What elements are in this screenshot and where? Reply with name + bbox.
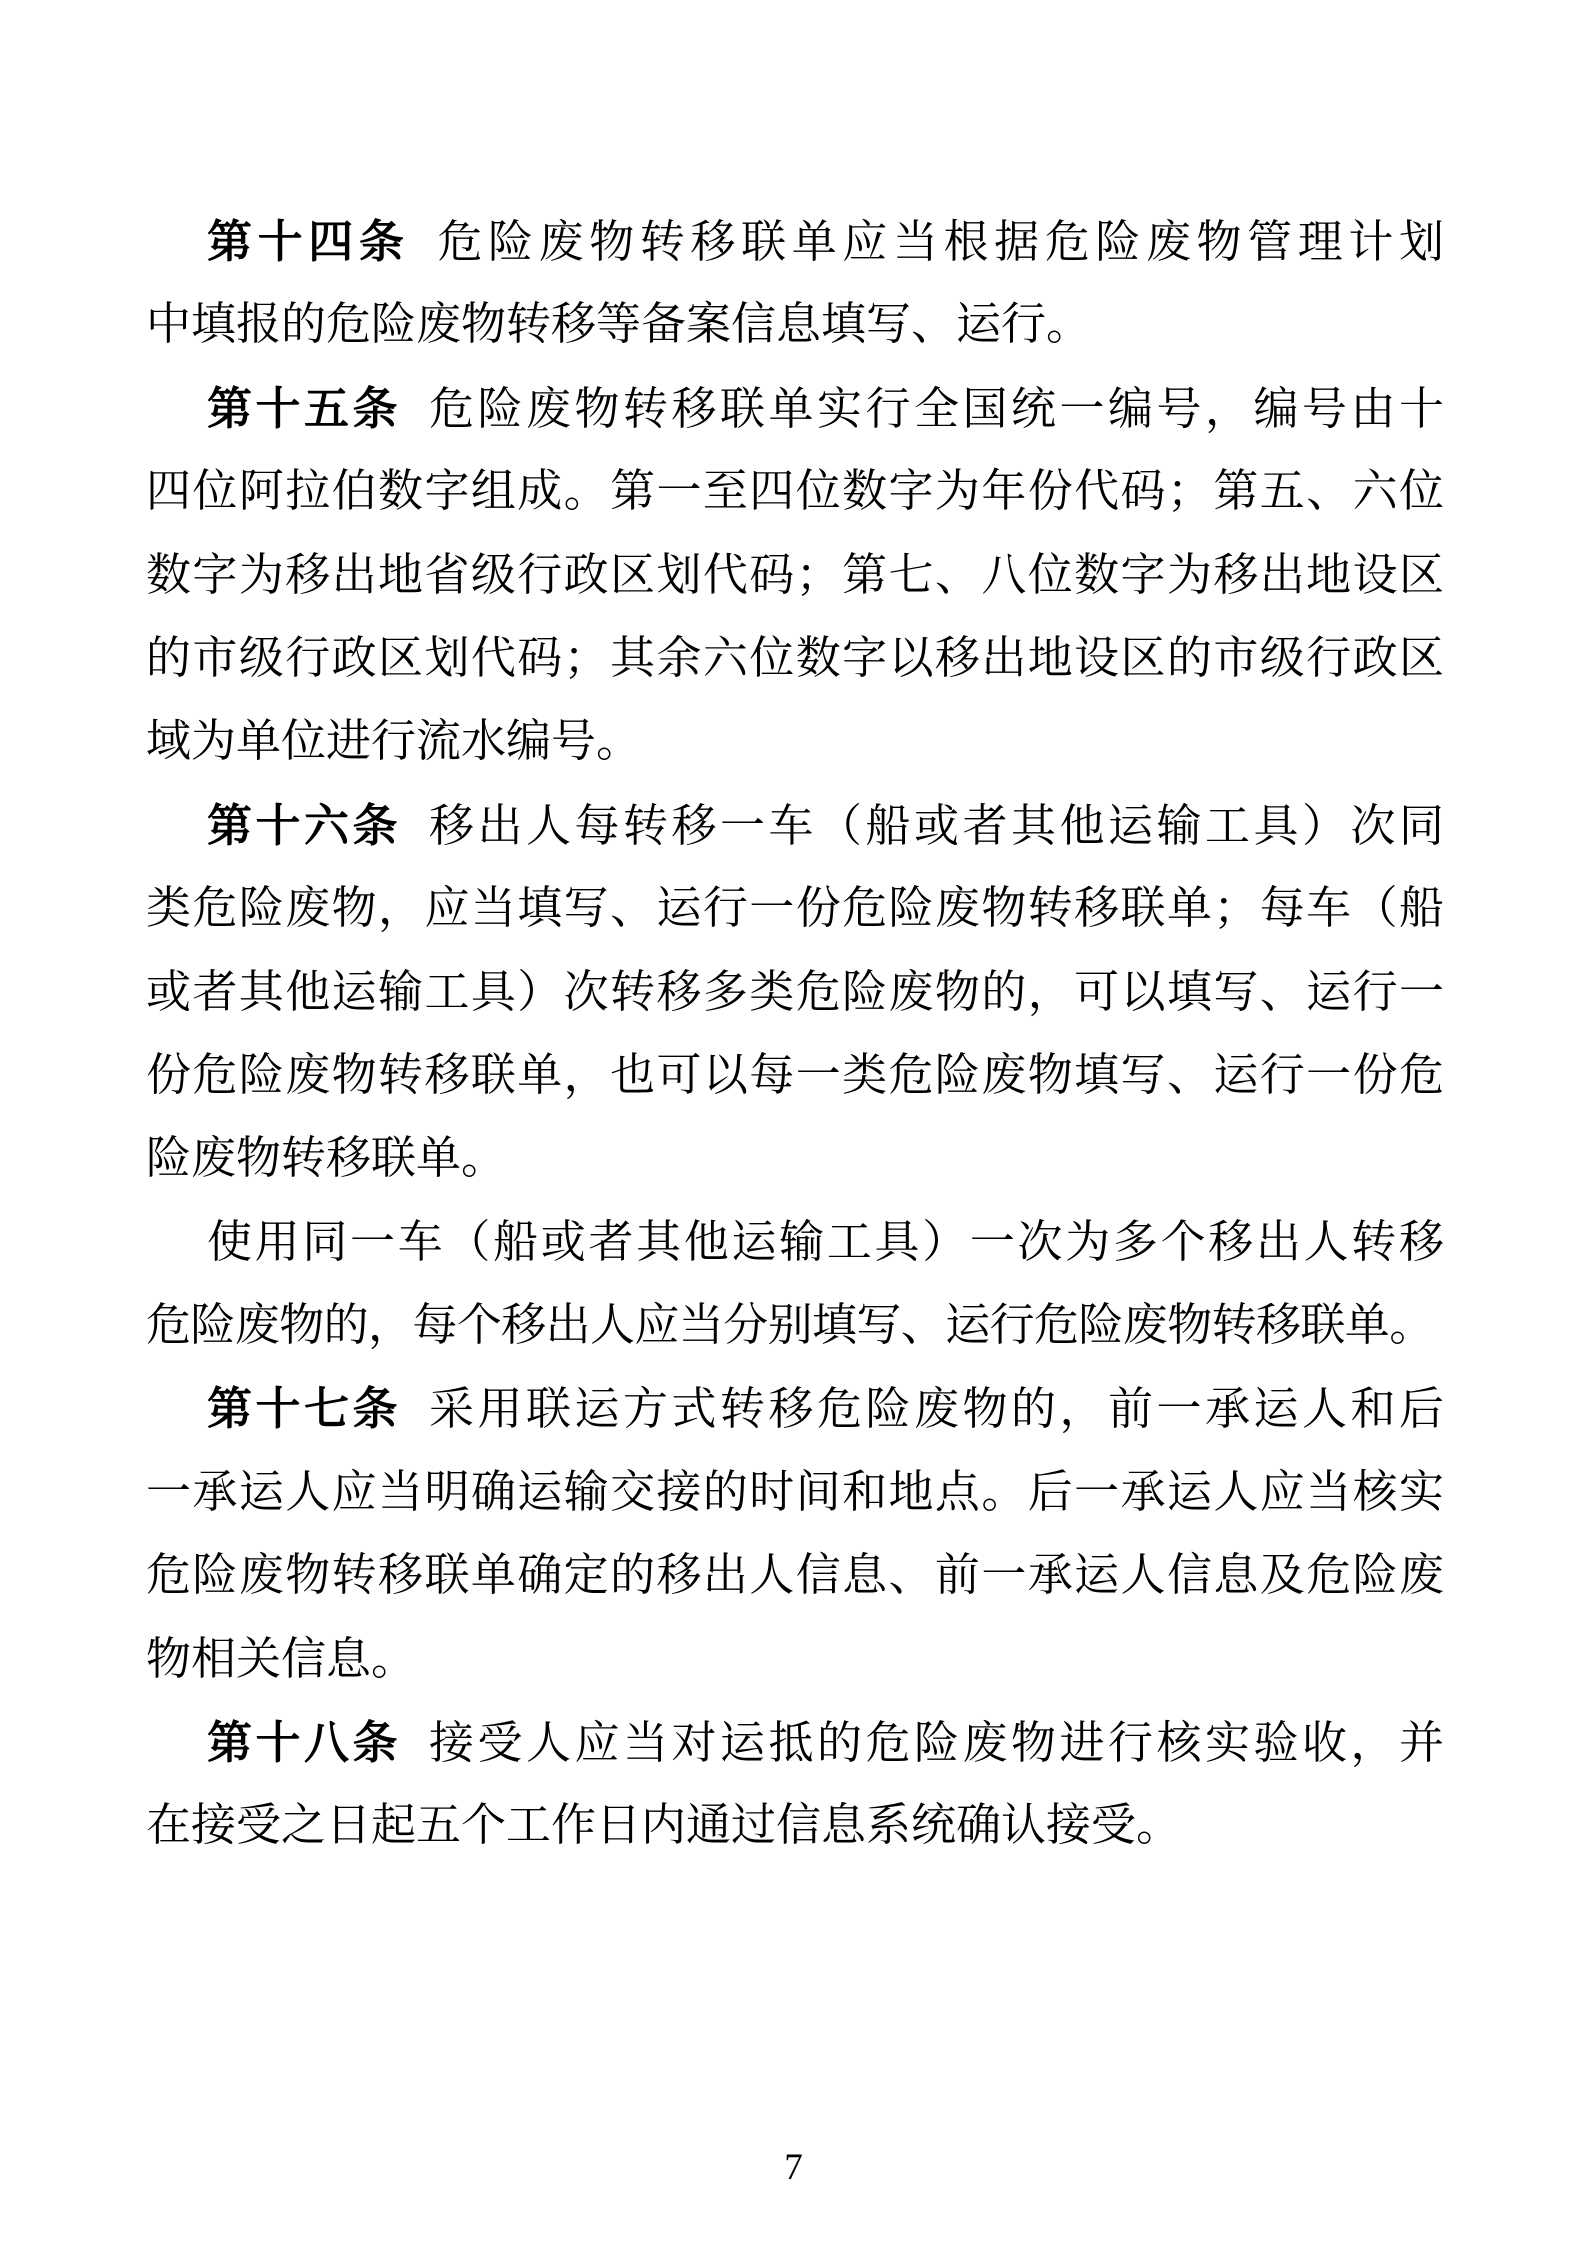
article-16-text-cont: 或者其他运输工具）次转移多类危险废物的，可以填写、运行一 <box>146 966 1444 1017</box>
article-17-label: 第十七条 <box>207 1383 401 1435</box>
article-15-text-cont: 数字为移出地省级行政区划代码；第七、八位数字为移出地设区 <box>146 549 1444 600</box>
article-16-text-cont: 险废物转移联单。 <box>146 1133 507 1184</box>
text-line <box>146 1034 1444 1117</box>
text-line <box>146 1367 1444 1450</box>
text-line <box>146 367 1444 450</box>
text-line <box>146 867 1444 950</box>
article-16-text: 移出人每转移一车（船或者其他运输工具）次同 <box>429 800 1444 851</box>
article-18-label: 第十八条 <box>207 1717 401 1769</box>
text-line <box>146 700 1444 783</box>
article-17-text: 采用联运方式转移危险废物的，前一承运人和后 <box>429 1384 1444 1435</box>
text-line <box>146 283 1444 366</box>
article-17-text-cont: 一承运人应当明确运输交接的时间和地点。后一承运人应当核实 <box>146 1466 1444 1517</box>
text-line <box>146 1701 1444 1784</box>
text-line <box>146 1117 1444 1200</box>
article-14-text-cont: 中填报的危险废物转移等备案信息填写、运行。 <box>146 299 1092 350</box>
article-17-text-cont: 危险废物转移联单确定的移出人信息、前一承运人信息及危险废 <box>146 1550 1444 1601</box>
text-line <box>146 534 1444 617</box>
page-number: 7 <box>784 2147 803 2188</box>
text-line <box>146 1284 1444 1367</box>
article-16-para2-text-cont: 危险废物的，每个移出人应当分别填写、运行危险废物转移联单。 <box>146 1300 1434 1351</box>
article-15-label: 第十五条 <box>207 382 401 434</box>
article-15-text-cont: 域为单位进行流水编号。 <box>146 716 642 767</box>
text-line <box>146 1618 1444 1701</box>
text-line <box>146 1201 1444 1284</box>
article-14-label: 第十四条 <box>207 216 410 267</box>
article-18-text: 接受人应当对运抵的危险废物进行核实验收，并 <box>429 1718 1444 1769</box>
text-line <box>146 200 1444 283</box>
article-15-text-cont: 四位阿拉伯数字组成。第一至四位数字为年份代码；第五、六位 <box>146 466 1444 517</box>
article-15-text-cont: 的市级行政区划代码；其余六位数字以移出地设区的市级行政区 <box>146 632 1444 683</box>
text-line <box>146 951 1444 1034</box>
article-16-text-cont: 类危险废物，应当填写、运行一份危险废物转移联单；每车（船 <box>146 883 1444 934</box>
document-body <box>146 200 1444 1868</box>
article-16-text-cont: 份危险废物转移联单，也可以每一类危险废物填写、运行一份危 <box>146 1049 1444 1100</box>
text-line <box>146 1534 1444 1617</box>
article-18-text-cont: 在接受之日起五个工作日内通过信息系统确认接受。 <box>146 1800 1182 1851</box>
text-line <box>146 1451 1444 1534</box>
article-15-text: 危险废物转移联单实行全国统一编号，编号由十 <box>429 383 1444 434</box>
article-16-para2-text: 使用同一车（船或者其他运输工具）一次为多个移出人转移 <box>207 1216 1444 1267</box>
article-16-label: 第十六条 <box>207 799 401 851</box>
article-14-text: 危险废物转移联单应当根据危险废物管理计划 <box>437 217 1444 267</box>
text-line <box>146 1784 1444 1867</box>
text-line <box>146 784 1444 867</box>
article-17-text-cont: 物相关信息。 <box>146 1633 417 1684</box>
text-line <box>146 450 1444 533</box>
text-line <box>146 617 1444 700</box>
